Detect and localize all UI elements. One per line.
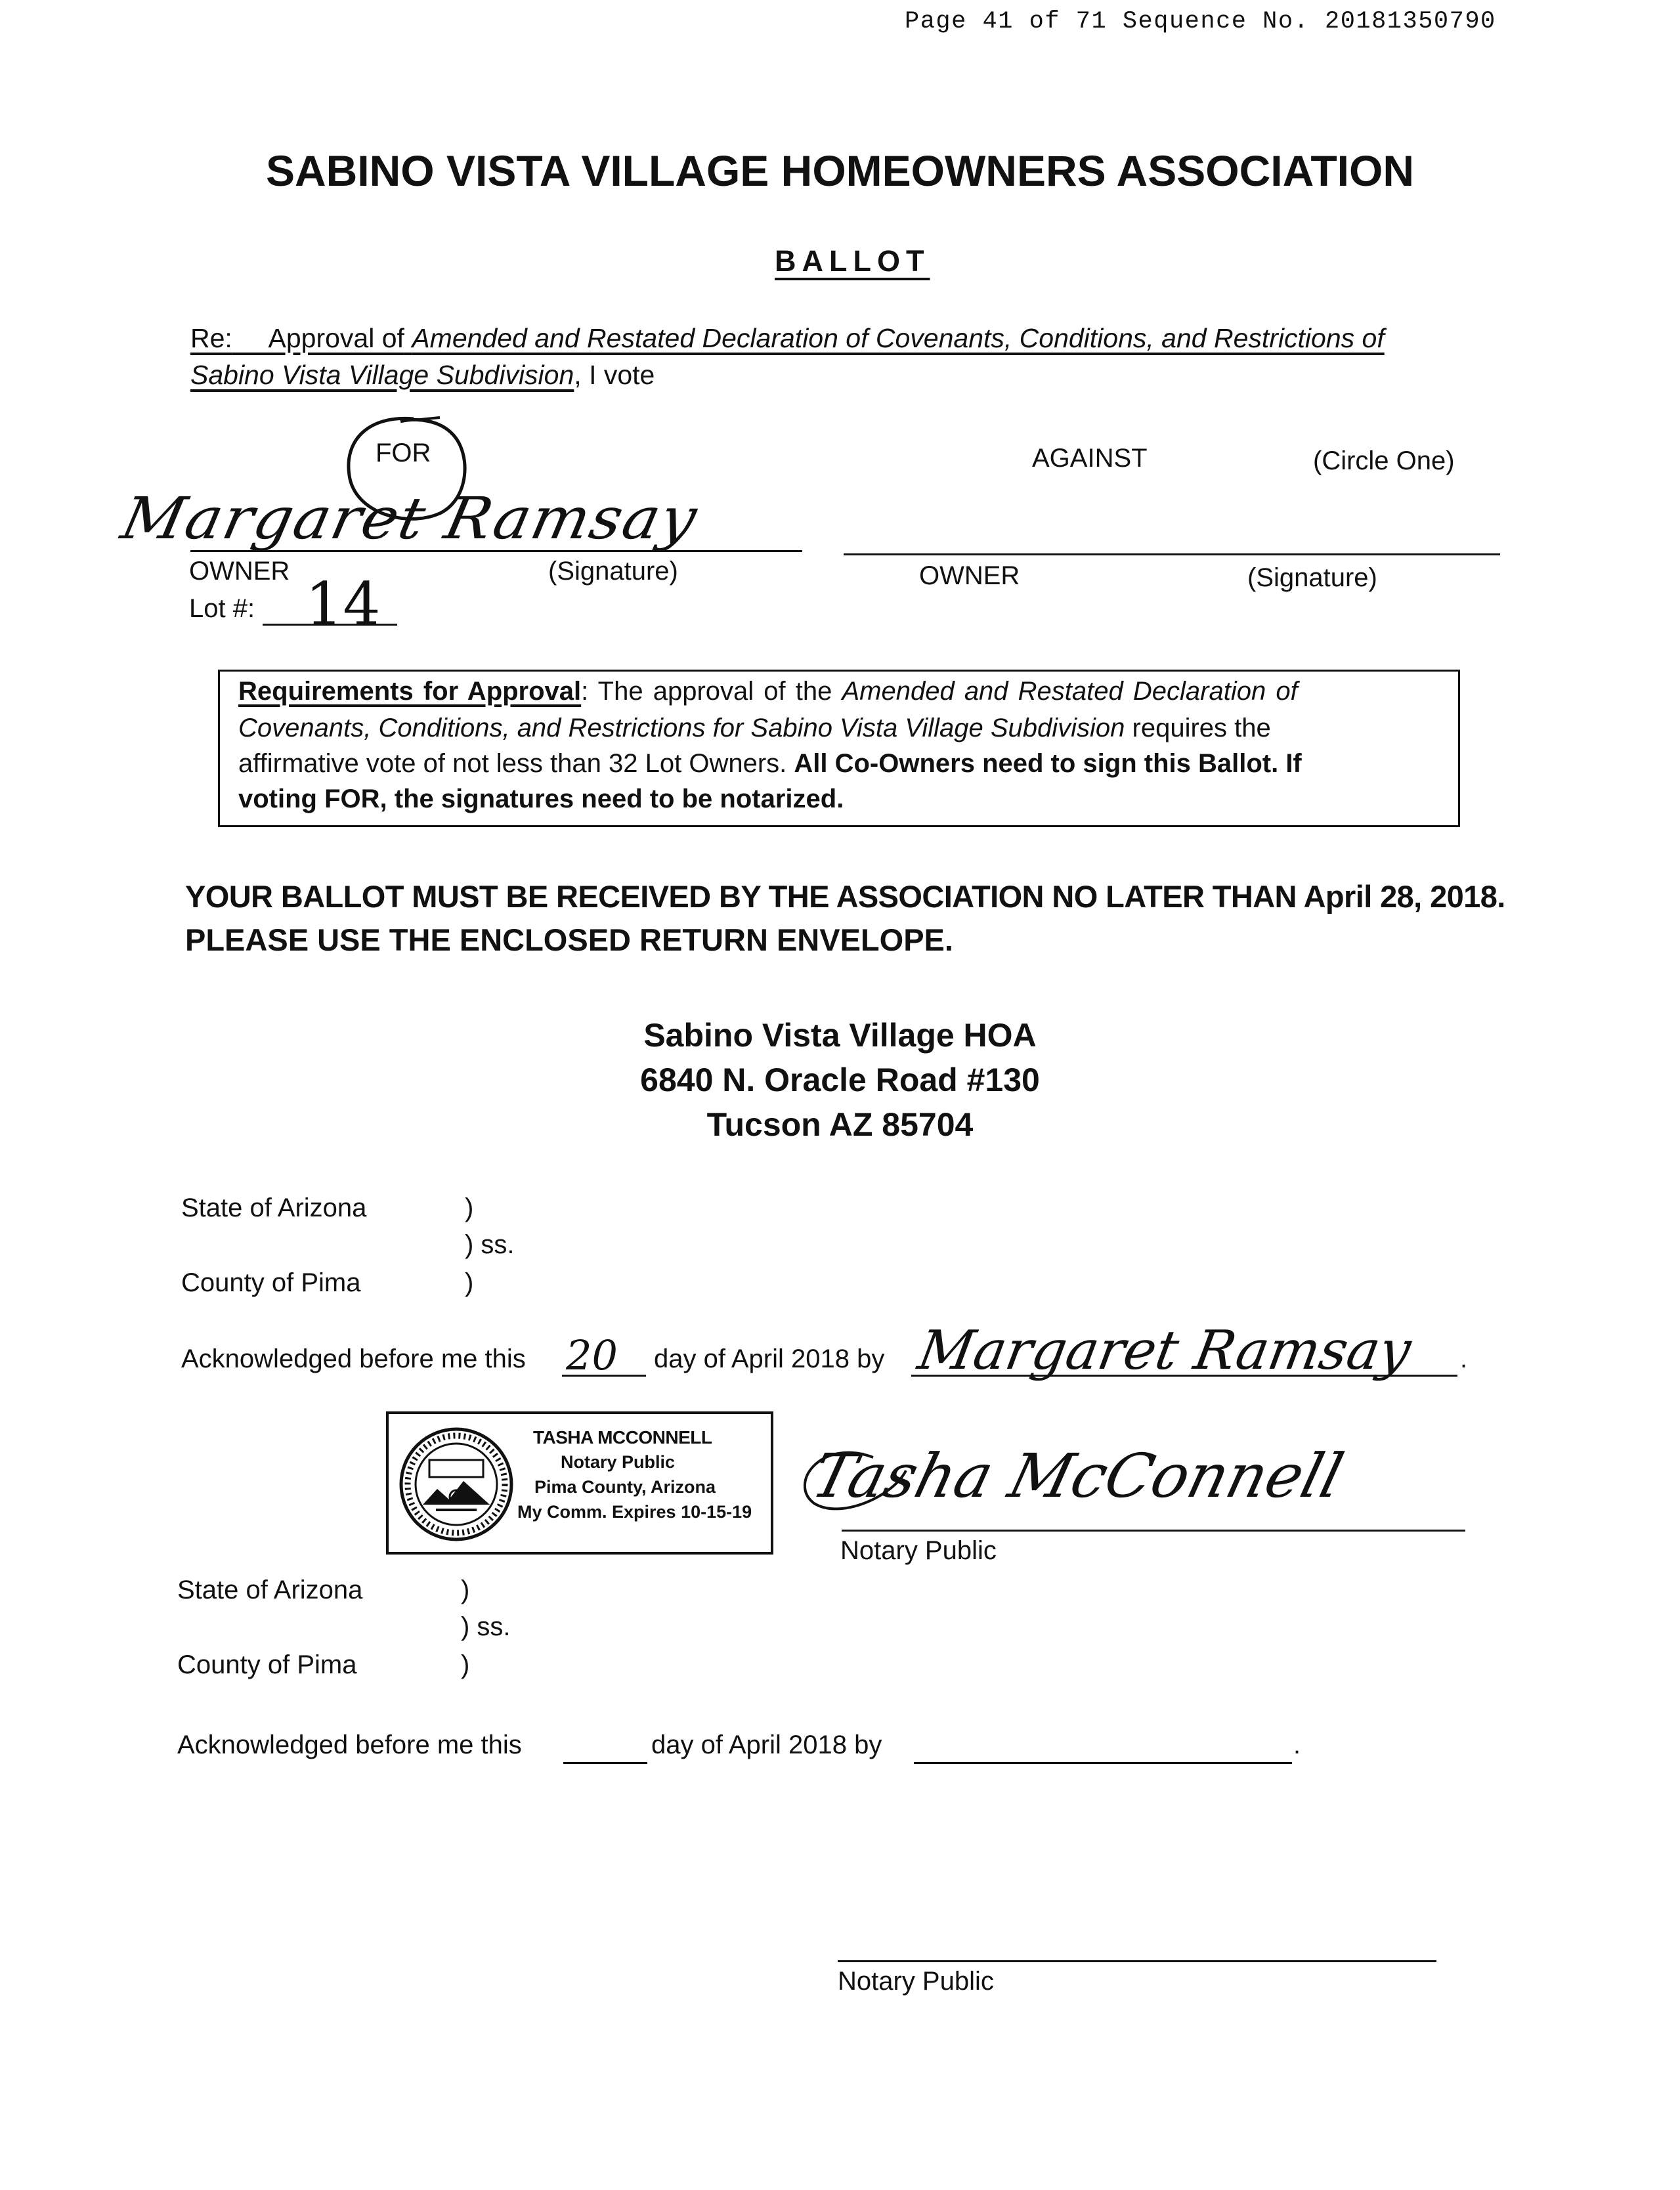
page-sequence-header: Page 41 of 71 Sequence No. 20181350790 — [905, 8, 1496, 35]
notary2-signature-line[interactable] — [838, 1960, 1436, 1962]
requirements-line-2 — [238, 714, 1271, 743]
notary1-day-handwritten: 20 — [566, 1331, 618, 1379]
lot-number-line — [263, 624, 397, 626]
notary1-ack-text-a: Acknowledged before me this — [181, 1344, 526, 1373]
notary2-period: . — [1293, 1730, 1301, 1759]
stamp-expires: My Comm. Expires 10-15-19 — [517, 1502, 752, 1522]
arizona-state-seal-icon — [398, 1426, 515, 1543]
notary2-by-name-line[interactable] — [914, 1762, 1292, 1764]
owner2-signature-line — [844, 553, 1500, 555]
circle-one-instruction: (Circle One) — [1313, 446, 1455, 475]
notary1-county: County of Pima — [181, 1268, 361, 1297]
lot-number-label: Lot #: — [189, 594, 255, 623]
notary1-paren-1: ) — [465, 1193, 474, 1222]
lot-number-value: 14 — [305, 570, 381, 639]
stamp-title: Notary Public — [561, 1452, 676, 1472]
requirements-text-1b: Amended and Restated Declaration of — [842, 677, 1298, 706]
re-doc-name-2: Sabino Vista Village Subdivision — [190, 360, 574, 390]
requirements-text-2b: requires the — [1125, 714, 1271, 742]
notary2-ack-text-a: Acknowledged before me this — [177, 1730, 522, 1759]
requirements-line-3 — [238, 749, 1302, 779]
notary1-signature-line — [842, 1530, 1465, 1532]
notary1-day-line — [562, 1375, 646, 1377]
requirements-heading: Requirements for Approval — [238, 677, 582, 706]
owner1-handwritten-signature: Margaret Ramsay — [116, 484, 704, 552]
owner1-label: OWNER — [189, 557, 290, 586]
stamp-county: Pima County, Arizona — [534, 1477, 716, 1497]
requirements-text-1a: : The approval of the — [581, 677, 842, 706]
notary2-county: County of Pima — [177, 1650, 357, 1679]
notary1-handwritten-signature: Tasha McConnell — [805, 1441, 1350, 1511]
deadline-line-1: YOUR BALLOT MUST BE RECEIVED BY THE ASSOCIATION NO LATER THAN April 28, 2018. — [185, 879, 1505, 914]
vote-against-option[interactable]: AGAINST — [1032, 444, 1148, 473]
re-line-1 — [190, 323, 1385, 354]
owner2-label: OWNER — [919, 561, 1020, 590]
owner2-signature-label: (Signature) — [1247, 563, 1377, 592]
notary2-day-line[interactable] — [563, 1762, 647, 1764]
re-label: Re: — [190, 323, 232, 353]
notary1-by-name-handwritten: Margaret Ramsay — [913, 1320, 1416, 1382]
requirements-text-3a: affirmative vote of not less than 32 Lot Owners. — [238, 749, 794, 778]
notary1-paren-3: ) — [465, 1268, 474, 1297]
requirements-text-3b: All Co-Owners need to sign this Ballot. If — [794, 749, 1302, 778]
owner1-signature-label: (Signature) — [548, 557, 678, 586]
address-street: 6840 N. Oracle Road #130 — [640, 1062, 1040, 1098]
requirements-text-2a: Covenants, Conditions, and Restrictions for Sabino Vista Village Subdivision — [238, 714, 1125, 742]
re-i-vote: , I vote — [574, 360, 655, 390]
notary-stamp — [386, 1411, 773, 1555]
re-line-2 — [190, 360, 655, 391]
address-name: Sabino Vista Village HOA — [643, 1017, 1037, 1054]
notary2-paren-1: ) — [461, 1576, 470, 1604]
re-approval-of: Approval of — [268, 323, 404, 353]
ballot-heading: BALLOT — [775, 244, 930, 278]
notary1-public-label: Notary Public — [840, 1536, 997, 1565]
notary1-ss: ) ss. — [465, 1230, 515, 1259]
notary1-signature-loop — [794, 1444, 913, 1523]
notary2-ss: ) ss. — [461, 1612, 511, 1641]
requirements-line-4: voting FOR, the signatures need to be notarized. — [238, 784, 844, 813]
vote-for-option[interactable]: FOR — [376, 439, 431, 467]
notary1-state: State of Arizona — [181, 1193, 367, 1222]
notary2-ack-text-b: day of April 2018 by — [651, 1730, 882, 1759]
notary2-public-label: Notary Public — [838, 1967, 994, 1996]
stamp-name: TASHA MCCONNELL — [533, 1427, 712, 1448]
requirements-box — [218, 670, 1460, 827]
notary1-by-name-line — [911, 1375, 1457, 1377]
owner1-signature-line — [190, 550, 802, 552]
notary2-state: State of Arizona — [177, 1576, 363, 1604]
address-city: Tucson AZ 85704 — [706, 1106, 974, 1143]
notary1-period: . — [1460, 1344, 1468, 1373]
re-doc-name-1: Amended and Restated Declaration of Covenants, Conditions, and Restrictions of — [412, 323, 1385, 353]
requirements-line-1 — [238, 677, 1298, 706]
document-title: SABINO VISTA VILLAGE HOMEOWNERS ASSOCIATION — [265, 146, 1415, 195]
notary1-ack-text-b: day of April 2018 by — [654, 1344, 885, 1373]
notary2-paren-3: ) — [461, 1650, 470, 1679]
deadline-line-2: PLEASE USE THE ENCLOSED RETURN ENVELOPE. — [185, 922, 953, 957]
